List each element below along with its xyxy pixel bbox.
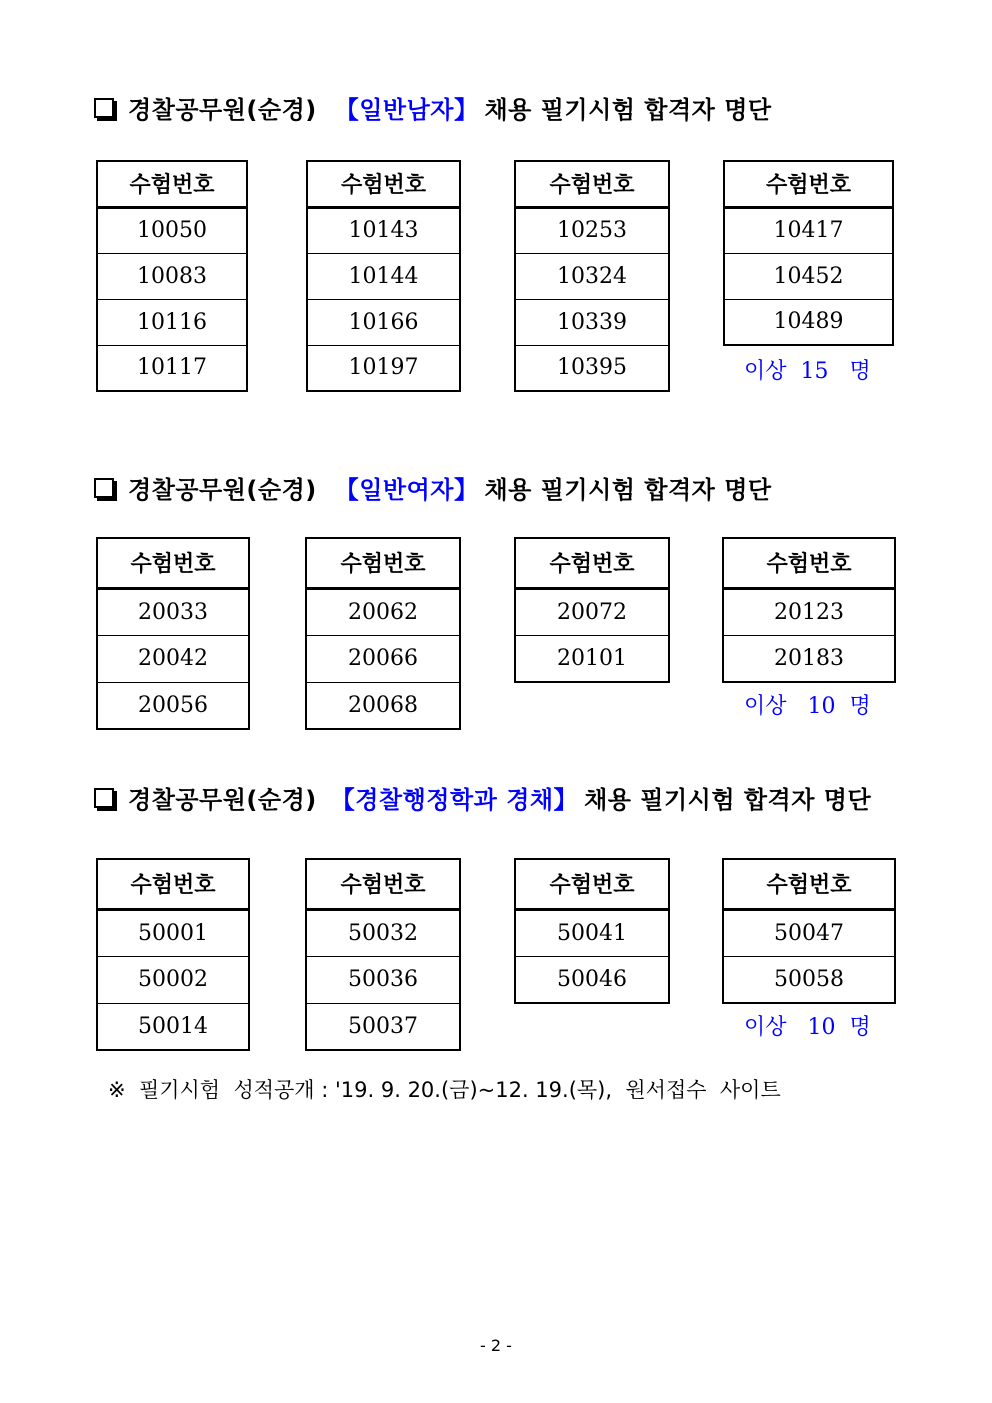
column-header: 수험번호: [306, 538, 460, 588]
section-title-general-male: [94, 90, 772, 125]
exam-number: 50041: [515, 909, 669, 956]
results-table: [722, 858, 896, 1004]
exam-number: 10083: [97, 253, 247, 299]
exam-number: 10144: [307, 253, 460, 299]
title-highlight: 【일반남자】: [334, 96, 479, 124]
column-header: 수험번호: [97, 161, 247, 207]
column-header: 수험번호: [97, 859, 249, 909]
results-table: [514, 858, 670, 1004]
results-table: [305, 537, 461, 730]
title-prefix: 경찰공무원(순경): [128, 476, 317, 504]
column-header: 수험번호: [97, 538, 249, 588]
total-count: 이상 15 명: [744, 359, 871, 384]
column-header: 수험번호: [515, 161, 669, 207]
checkbox-icon: [94, 98, 114, 118]
exam-number: 20068: [306, 682, 460, 729]
exam-number: 20033: [97, 588, 249, 635]
exam-number: 50032: [306, 909, 460, 956]
title-prefix: 경찰공무원(순경): [128, 786, 317, 814]
results-table: [514, 537, 670, 683]
exam-number: 10116: [97, 299, 247, 345]
exam-number: 10339: [515, 299, 669, 345]
column-header: 수험번호: [307, 161, 460, 207]
checkbox-icon: [94, 788, 114, 808]
exam-number: 50014: [97, 1003, 249, 1050]
checkbox-icon: [94, 478, 114, 498]
results-table: [514, 160, 670, 392]
score-release-note: ※ 필기시험 성적공개 : '19. 9. 20.(금)~12. 19.(목), 원서접수 사이트: [108, 1078, 781, 1102]
results-table: [306, 160, 461, 392]
exam-number: 20042: [97, 635, 249, 682]
title-highlight: 【경찰행정학과 경채】: [330, 786, 579, 814]
exam-number: 50001: [97, 909, 249, 956]
exam-number: 50036: [306, 956, 460, 1003]
exam-number: 20183: [723, 635, 895, 682]
title-suffix: 채용 필기시험 합격자 명단: [484, 476, 772, 504]
exam-number: 50002: [97, 956, 249, 1003]
exam-number: 20101: [515, 635, 669, 682]
column-header: 수험번호: [724, 161, 893, 207]
title-prefix: 경찰공무원(순경): [128, 96, 317, 124]
results-table: [96, 537, 250, 730]
exam-number: 10050: [97, 207, 247, 253]
title-suffix: 채용 필기시험 합격자 명단: [584, 786, 872, 814]
exam-number: 20072: [515, 588, 669, 635]
exam-number: 50037: [306, 1003, 460, 1050]
column-header: 수험번호: [723, 859, 895, 909]
exam-number: 10143: [307, 207, 460, 253]
exam-number: 20066: [306, 635, 460, 682]
exam-number: 10489: [724, 299, 893, 345]
exam-number: 10452: [724, 253, 893, 299]
column-header: 수험번호: [306, 859, 460, 909]
exam-number: 10253: [515, 207, 669, 253]
exam-number: 10166: [307, 299, 460, 345]
section-title-general-female: [94, 470, 772, 505]
exam-number: 50058: [723, 956, 895, 1003]
results-table: [722, 537, 896, 683]
exam-number: 20123: [723, 588, 895, 635]
exam-number: 10417: [724, 207, 893, 253]
exam-number: 10197: [307, 345, 460, 391]
exam-number: 10324: [515, 253, 669, 299]
column-header: 수험번호: [515, 538, 669, 588]
results-table: [723, 160, 894, 346]
results-table: [96, 160, 248, 392]
column-header: 수험번호: [515, 859, 669, 909]
exam-number: 50047: [723, 909, 895, 956]
exam-number: 10117: [97, 345, 247, 391]
section-title-police-admin: [94, 780, 871, 815]
total-count: 이상 10 명: [744, 694, 871, 719]
exam-number: 50046: [515, 956, 669, 1003]
results-table: [305, 858, 461, 1051]
exam-number: 20062: [306, 588, 460, 635]
exam-number: 10395: [515, 345, 669, 391]
title-suffix: 채용 필기시험 합격자 명단: [484, 96, 772, 124]
page-number: - 2 -: [480, 1336, 512, 1355]
total-count: 이상 10 명: [744, 1015, 871, 1040]
exam-number: 20056: [97, 682, 249, 729]
results-table: [96, 858, 250, 1051]
column-header: 수험번호: [723, 538, 895, 588]
title-highlight: 【일반여자】: [334, 476, 479, 504]
